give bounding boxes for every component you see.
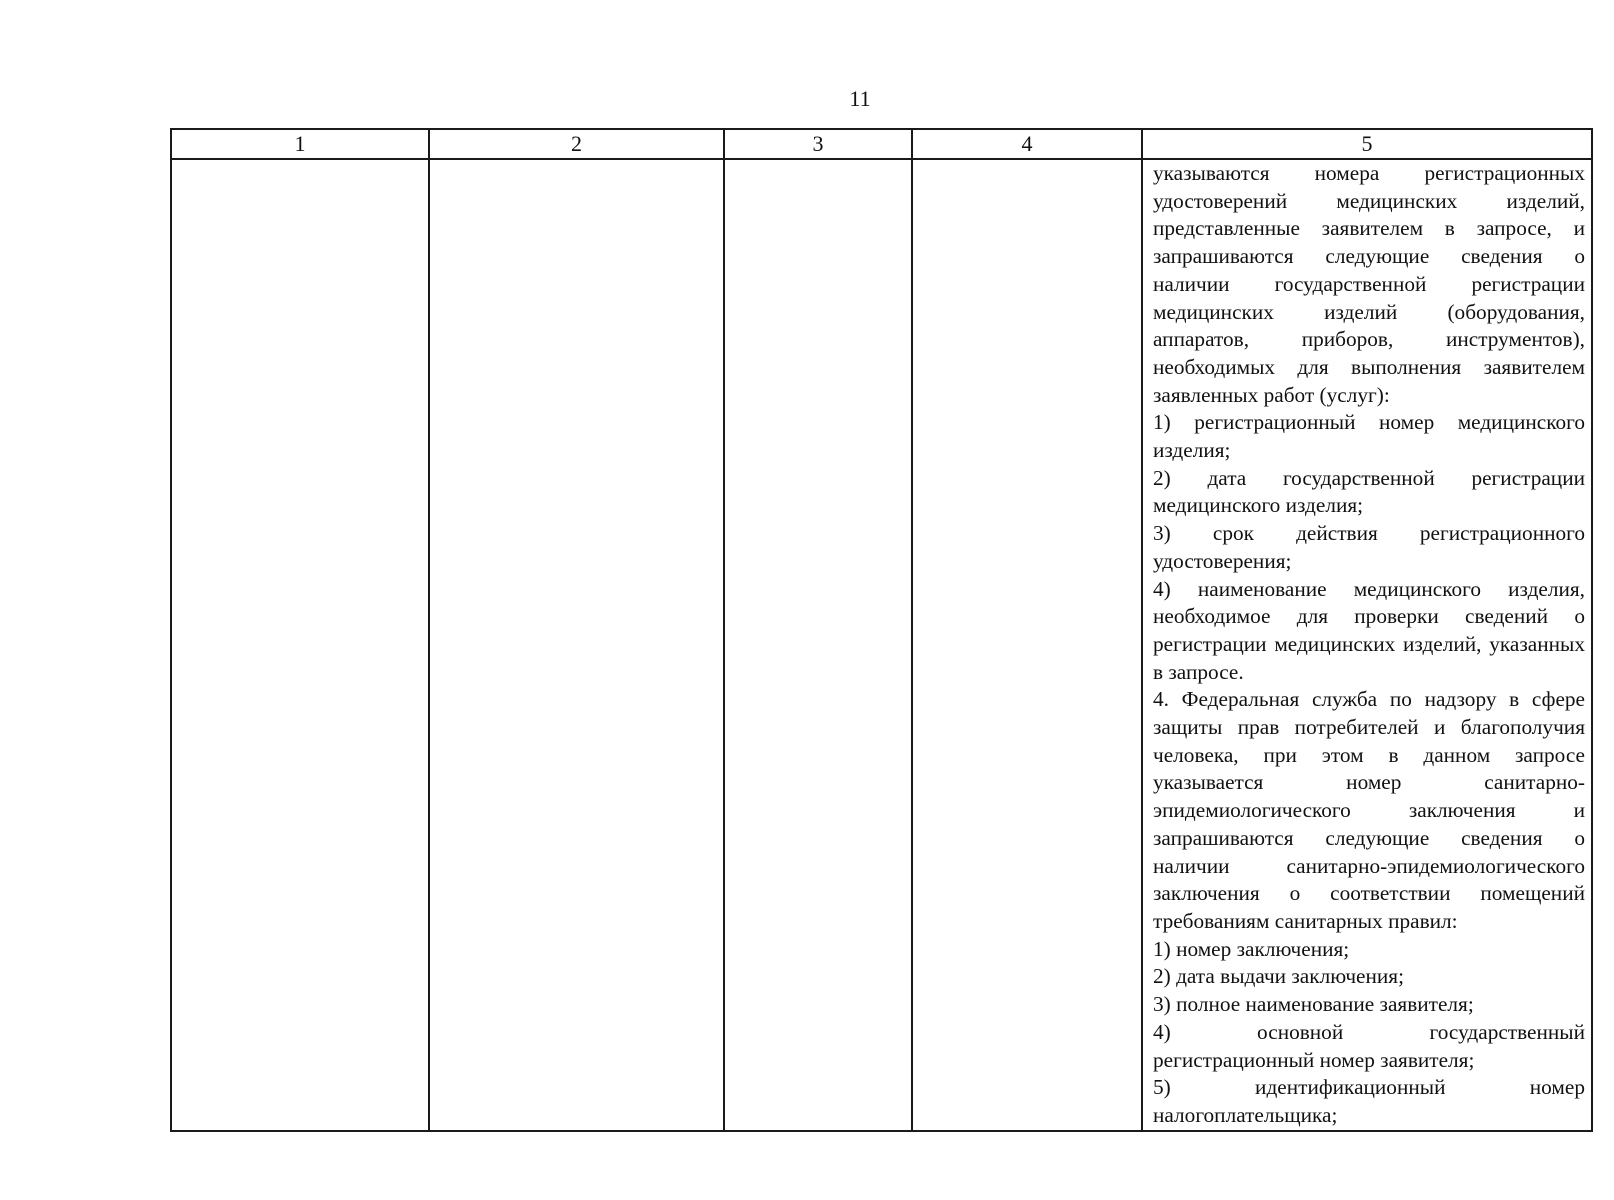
header-col-4: 4 — [912, 129, 1142, 159]
cell-col-3 — [724, 159, 912, 1131]
paragraph: 1) номер заключения; — [1153, 936, 1350, 961]
paragraph: 4. Федеральная служба по надзору в сфере защиты прав потребителей и благополучия человека, при этом в данном запросе указывается номер санитарно-эпидемиологического заключения и запрашиваются следующие сведения о наличии санитарно-эпидемиологического заключения о соответствии помещений требованиям санитарных правил: — [1153, 687, 1585, 933]
cell-col-5 — [1142, 159, 1592, 1131]
paragraph: 3) полное наименование заявителя; — [1153, 992, 1474, 1017]
document-table — [170, 128, 1593, 1132]
paragraph: 4) основной государственный регистрационный номер заявителя; — [1153, 1019, 1585, 1072]
header-col-2: 2 — [429, 129, 724, 159]
cell-col-2 — [429, 159, 724, 1131]
table-header-row — [171, 129, 1592, 159]
table-row — [171, 159, 1592, 1131]
paragraph: указываются номера регистрационных удостоверений медицинских изделий, представленные заявителем в запросе, и запрашиваются следующие сведения о наличии государственной регистрации медицинских изделий (оборудования, аппаратов, приборов, инструментов), необходимых для выполнения заявителем заявленных работ (услуг): — [1153, 161, 1585, 407]
paragraph: 1) регистрационный номер медицинского изделия; — [1153, 410, 1585, 463]
header-col-3: 3 — [724, 129, 912, 159]
paragraph: 5) идентификационный номер налогоплательщика; — [1153, 1075, 1585, 1127]
header-col-1: 1 — [171, 129, 429, 159]
cell-col-4 — [912, 159, 1142, 1131]
paragraph: 3) срок действия регистрационного удостоверения; — [1153, 521, 1585, 573]
paragraph: 4) наименование медицинского изделия, необходимое для проверки сведений о регистрации медицинских изделий, указанных в запросе. — [1153, 576, 1585, 684]
column-5-text — [1143, 160, 1591, 1130]
paragraph: 2) дата государственной регистрации медицинского изделия; — [1153, 465, 1585, 518]
paragraph: 2) дата выдачи заключения; — [1153, 964, 1404, 989]
cell-col-1 — [171, 159, 429, 1131]
header-col-5: 5 — [1142, 129, 1592, 159]
page-number: 11 — [849, 86, 871, 111]
